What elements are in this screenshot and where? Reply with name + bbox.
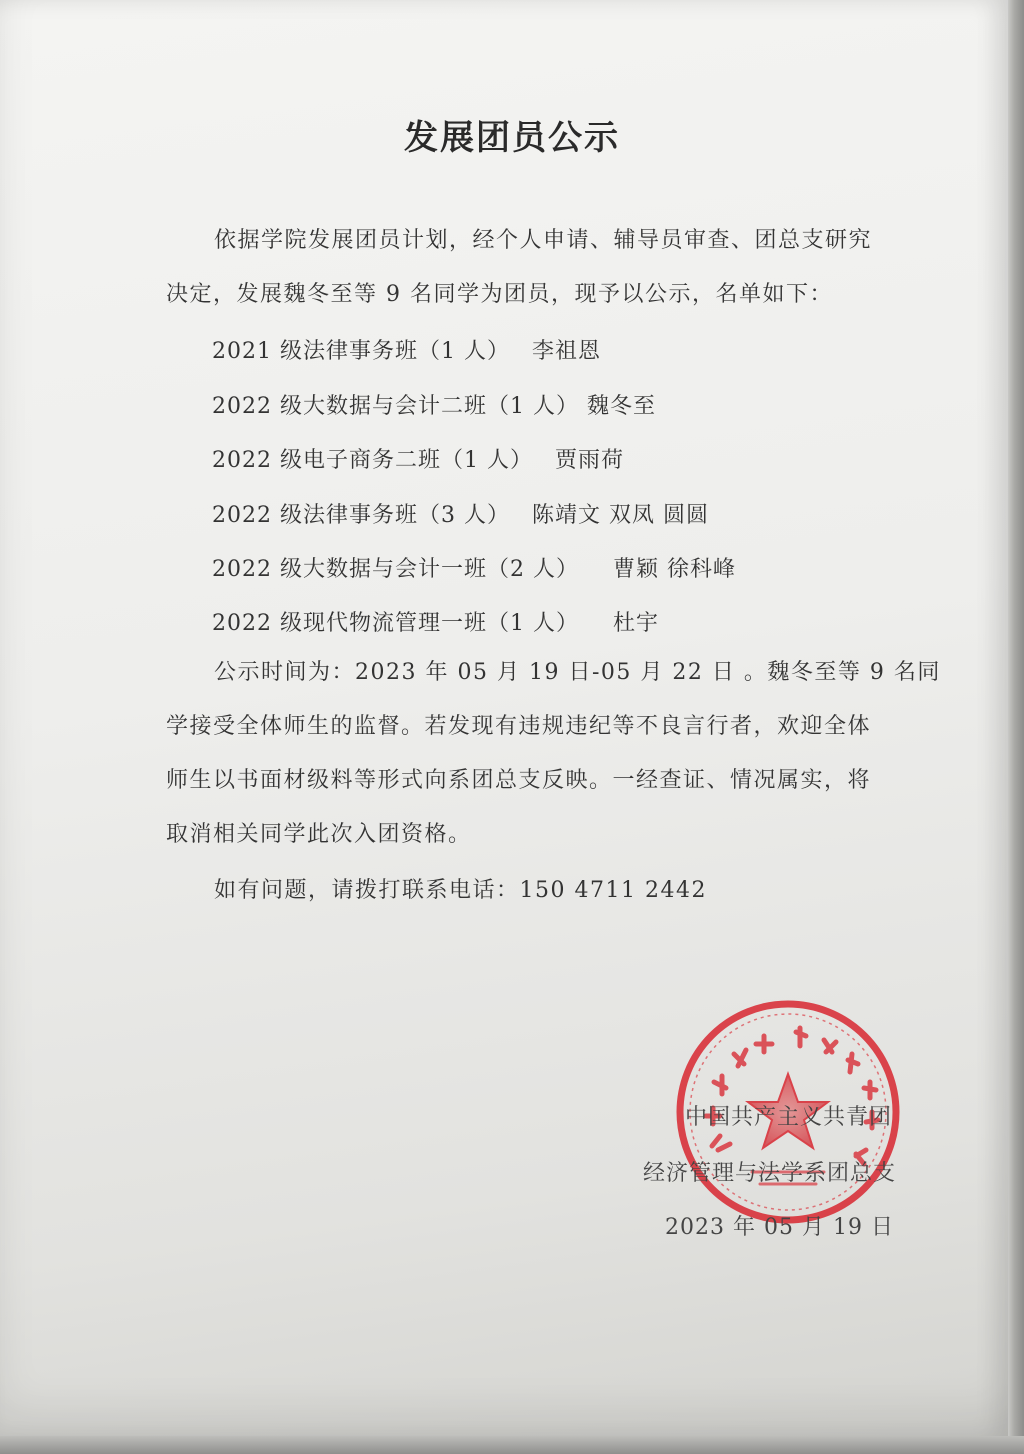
intro-line-1: 依据学院发展团员计划，经个人申请、辅导员审查、团总支研究 xyxy=(214,228,873,253)
list-item xyxy=(212,606,659,637)
contact-line: 如有问题，请拨打联系电话：150 4711 2442 xyxy=(214,878,707,903)
list-item xyxy=(212,443,624,474)
entry-names: 杜宇 xyxy=(612,611,659,636)
entry-class: 2022 级大数据与会计一班（2 人） xyxy=(212,557,579,582)
document-title: 发展团员公示 xyxy=(404,118,620,158)
entry-names: 李祖恩 xyxy=(531,339,601,364)
entry-class: 2022 级法律事务班（3 人） xyxy=(212,503,510,528)
intro-line-2: 决定，发展魏冬至等 9 名同学为团员，现予以公示，名单如下： xyxy=(166,282,833,307)
list-item xyxy=(212,389,656,420)
entry-names: 魏冬至 xyxy=(586,394,656,419)
paper-stack-edge xyxy=(1008,0,1024,1454)
entry-names: 曹颖 徐科峰 xyxy=(612,557,736,582)
list-item xyxy=(212,498,709,529)
notice-paragraph xyxy=(166,646,941,862)
notice-line-3: 师生以书面材级料等形式向系团总支反映。一经查证、情况属实，将 xyxy=(166,768,872,793)
entry-class: 2022 级电子商务二班（1 人） xyxy=(212,448,533,473)
signature-date: 2023 年 05 月 19 日 xyxy=(665,1215,894,1240)
entry-class: 2021 级法律事务班（1 人） xyxy=(212,339,510,364)
contact-paragraph xyxy=(166,864,886,918)
intro-paragraph xyxy=(166,214,886,322)
signature-org-line-2: 经济管理与法学系团总支 xyxy=(642,1161,896,1186)
entry-class: 2022 级大数据与会计二班（1 人） xyxy=(212,394,579,419)
notice-line-2: 学接受全体师生的监督。若发现有违规违纪等不良言行者，欢迎全体 xyxy=(166,714,872,739)
paper-bottom-edge xyxy=(0,1436,1024,1454)
list-item xyxy=(212,552,736,583)
entry-class: 2022 级现代物流管理一班（1 人） xyxy=(212,611,579,636)
notice-line-1: 公示时间为：2023 年 05 月 19 日-05 月 22 日 。魏冬至等 9 名同 xyxy=(214,660,941,685)
signature-org-line-1: 中国共产主义共青团 xyxy=(684,1105,892,1130)
notice-line-4: 取消相关同学此次入团资格。 xyxy=(166,822,472,847)
entry-names: 陈靖文 双凤 圆圆 xyxy=(531,503,709,528)
entry-names: 贾雨荷 xyxy=(554,448,624,473)
list-item xyxy=(212,334,601,365)
